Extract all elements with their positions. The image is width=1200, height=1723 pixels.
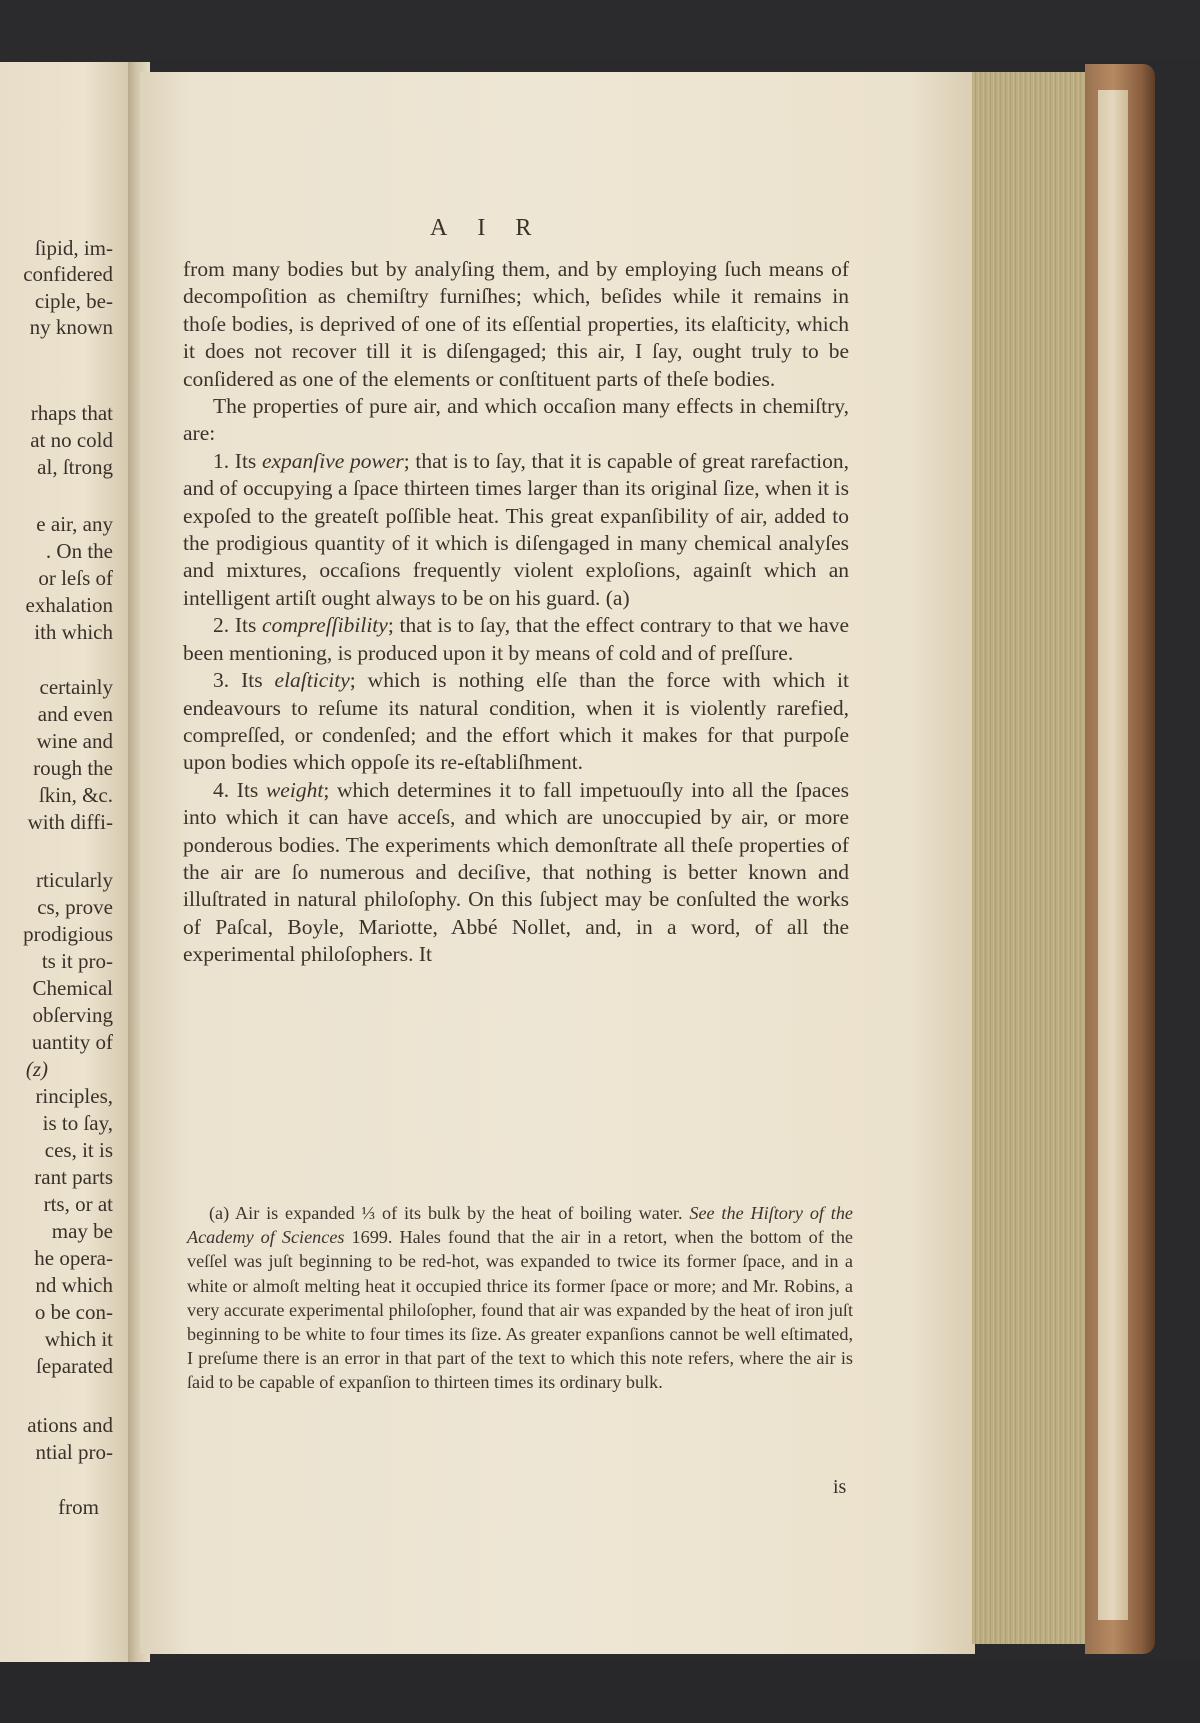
- left-line: with diffi-: [27, 810, 113, 834]
- left-line: rant parts: [34, 1165, 113, 1189]
- left-line: wine and: [36, 729, 113, 753]
- left-line: Chemical: [32, 976, 113, 1000]
- left-line: (z): [25, 1057, 48, 1081]
- left-line: he opera-: [34, 1246, 113, 1270]
- left-line: ces, it is: [44, 1138, 113, 1162]
- left-line: ith which: [34, 620, 113, 644]
- footnote-text: 1699. Hales found that the air in a retort, when the bottom of the veſſel was juſt beginning to be red-hot, was expanded to twice its former ſpace, and in a white or almoſt melting heat it occupied thrice its former ſpace or more; and Mr. Robins, a very accurate experimental philoſopher, found that air was expanded by the heat of iron juſt beginning to be white to four times its ſize. As greater expanſions cannot be well eſtimated, I preſume there is an error in that part of the text to which this note refers, where the air is ſaid to be capable of expanſion to thirteen times its ordinary bulk.: [187, 1227, 854, 1393]
- left-line: rts, or at: [43, 1192, 113, 1216]
- paragraph-elasticity: [183, 667, 849, 777]
- background-top: [0, 0, 1200, 60]
- left-line: confidered: [23, 262, 113, 286]
- left-line: rough the: [33, 756, 113, 780]
- item-text: ; which is nothing elſe than the force with which it endeavours to reſume its natural condition, when it is violently rarefied, compreſſed, or condenſed; and the effort which it makes for that purpoſe upon bodies which oppoſe its re-eſtabliſhment.: [183, 668, 849, 775]
- left-line: ations and: [27, 1413, 113, 1437]
- item-term: expanſive power: [261, 448, 404, 473]
- left-line: prodigious: [23, 922, 113, 946]
- paragraph-weight: [183, 777, 849, 969]
- page-edges: [972, 72, 1095, 1644]
- item-term: elaſticity: [274, 668, 350, 693]
- left-line: ntial pro-: [35, 1440, 113, 1464]
- left-line: obſerving: [32, 1003, 113, 1027]
- background-bottom: [0, 1660, 1200, 1723]
- left-line: o be con-: [34, 1300, 113, 1324]
- left-line: ts it pro-: [41, 949, 113, 973]
- item-text: ; which determines it to fall impetuouſly into all the ſpaces into which it can have acceſs, and which are unoccupied by air, or more ponderous bodies. The experiments which demonſtrate all theſe properties of the air are ſo numerous and deciſive, that nothing is better known and illuſtrated in natural philoſophy. On this ſubject may be conſulted the works of Paſcal, Boyle, Mariotte, Abbé Nollet, and, in a word, of all the experimental philoſophers. It: [183, 777, 849, 967]
- item-text: ; that is to ſay, that it is capable of great rarefaction, and of occupying a ſpace thirteen times larger than its original ſize, when it is expoſed to the greateſt poſſible heat. This great expanſibility of air, added to the prodigious quantity of it which is diſengaged in many chemical analyſes and mixtures, occaſions frequently violent exploſions, againſt which an intelligent artiſt ought always to be on his guard. (a): [183, 448, 850, 610]
- item-number: 1. Its: [213, 448, 257, 473]
- left-line: . On the: [45, 539, 113, 563]
- footnote-lead: (a) Air is expanded ⅓ of its bulk by the heat of boiling water.: [209, 1203, 683, 1223]
- left-line: rticularly: [36, 868, 113, 892]
- left-line: is to ſay,: [42, 1111, 113, 1135]
- left-line: at no cold: [30, 428, 113, 452]
- left-line: certainly: [39, 675, 113, 699]
- footnote-source: See the Hiſtory of the Academy of Sciences: [187, 1203, 853, 1248]
- footnote: [187, 1201, 853, 1395]
- left-line: ny known: [29, 315, 113, 339]
- item-number: 2. Its: [213, 613, 257, 638]
- left-line: cs, prove: [37, 895, 113, 919]
- left-line: al, ſtrong: [37, 455, 113, 479]
- paragraph-compressibility: [183, 612, 849, 667]
- item-number: 3. Its: [213, 668, 263, 693]
- left-line: which it: [44, 1327, 113, 1351]
- left-line: ſkin, &c.: [38, 783, 113, 807]
- left-line: nd which: [35, 1273, 113, 1297]
- cover-inner-edge: [1098, 90, 1128, 1620]
- item-text: ; that is to ſay, that the effect contrary to that we have been mentioning, is produced upon it by means of cold and of preſſure.: [183, 613, 850, 665]
- item-term: weight: [265, 777, 324, 802]
- left-line: and even: [37, 702, 113, 726]
- left-line: ſipid, im-: [34, 236, 113, 260]
- left-line: ciple, be-: [34, 289, 113, 313]
- left-line: rhaps that: [30, 401, 113, 425]
- running-head: AIR: [430, 215, 562, 241]
- left-line: may be: [51, 1219, 113, 1243]
- left-line: or leſs of: [38, 566, 113, 590]
- item-term: compreſſibility: [262, 613, 388, 638]
- left-catchword: from: [58, 1495, 99, 1519]
- main-text: [183, 256, 849, 969]
- paragraph-continuation: from many bodies but by analyſing them, and by employing ſuch means of decompoſition as chemiſtry furniſhes; which, beſides while it remains in thoſe bodies, is deprived of one of its eſſential properties, its elaſticity, which it does not recover till it is diſengaged; this air, I ſay, ought truly to be conſidered as one of the elements or conſtituent parts of theſe bodies.: [183, 257, 849, 391]
- paragraph-properties-intro: The properties of pure air, and which occaſion many effects in chemiſtry, are:: [183, 394, 849, 446]
- left-line: e air, any: [36, 512, 113, 536]
- left-line: exhalation: [25, 593, 113, 617]
- left-line: rinciples,: [35, 1084, 113, 1108]
- paragraph-expansive-power: [183, 448, 849, 612]
- left-line: uantity of: [31, 1030, 113, 1054]
- left-line: ſeparated: [36, 1354, 113, 1378]
- item-number: 4. Its: [213, 777, 259, 802]
- catchword: is: [833, 1476, 847, 1498]
